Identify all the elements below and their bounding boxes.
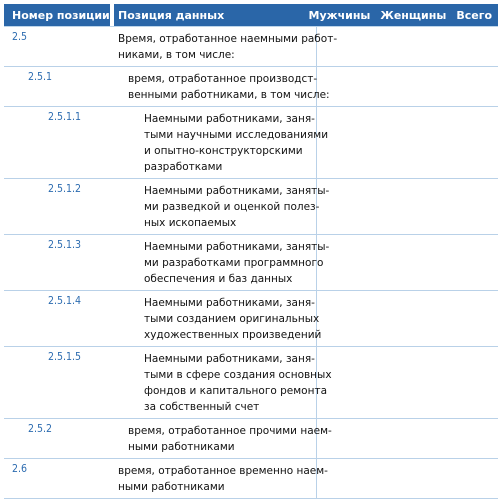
position-number: 2.5.1.4 — [48, 295, 82, 307]
position-description — [110, 27, 338, 66]
description-line: тыми научными исследованиями — [144, 129, 329, 141]
position-description — [110, 291, 322, 346]
position-description — [110, 107, 329, 178]
description-line: Время, отработанное наемными работ- — [118, 33, 338, 45]
position-description — [110, 459, 328, 498]
value-cells — [317, 459, 498, 498]
table-row — [4, 419, 498, 459]
description-line: никами, в том числе: — [118, 49, 235, 61]
value-cells — [317, 419, 498, 458]
value-cells — [317, 107, 498, 178]
table-row — [4, 107, 498, 179]
table-row — [4, 347, 498, 419]
description-line: ными работниками — [118, 481, 225, 493]
position-number: 2.5.1.2 — [48, 183, 82, 195]
header-position-number: Номер позиции — [4, 4, 110, 26]
position-number: 2.5.1 — [28, 71, 53, 83]
description-line: тыми созданием оригинальных — [144, 313, 320, 325]
description-line: время, отработанное производст- — [128, 73, 318, 85]
value-cells — [317, 235, 498, 290]
position-description — [110, 347, 332, 418]
description-line: Наемными работниками, заня- — [144, 353, 315, 365]
header-position-data: Позиция данных — [114, 4, 317, 26]
value-cells — [317, 27, 498, 66]
position-description — [110, 67, 330, 106]
header-men: Мужчины — [308, 8, 371, 22]
description-line: за собственный счет — [144, 401, 260, 413]
table-body — [4, 27, 498, 499]
description-line: обеспечения и баз данных — [144, 273, 293, 285]
position-number: 2.5.1.3 — [48, 239, 82, 251]
position-number: 2.5.1.1 — [48, 111, 82, 123]
position-number: 2.6 — [12, 463, 28, 475]
value-cells — [317, 347, 498, 418]
table-row — [4, 179, 498, 235]
table-header — [4, 4, 498, 27]
description-line: фондов и капитального ремонта — [144, 385, 328, 397]
header-total: Всего — [456, 8, 492, 22]
table-row — [4, 235, 498, 291]
description-line: ными работниками — [128, 441, 235, 453]
position-number: 2.5 — [12, 31, 28, 43]
description-line: ных ископаемых — [144, 217, 237, 229]
value-cells — [317, 179, 498, 234]
position-number: 2.5.1.5 — [48, 351, 82, 363]
description-line: Наемными работниками, заня- — [144, 297, 315, 309]
table-row — [4, 67, 498, 107]
position-number: 2.5.2 — [28, 423, 53, 435]
description-line: художественных произведений — [144, 329, 322, 341]
description-line: Наемными работниками, заня- — [144, 113, 315, 125]
table-row — [4, 459, 498, 499]
position-description — [110, 235, 330, 290]
description-line: разработками — [144, 161, 223, 173]
value-cells — [317, 67, 498, 106]
description-line: ми разработками программного — [144, 257, 324, 269]
description-line: Наемными работниками, заняты- — [144, 185, 330, 197]
description-line: время, отработанное прочими наем- — [128, 425, 332, 437]
description-line: и опытно-конструкторскими — [144, 145, 303, 157]
header-women: Женщины — [380, 8, 447, 22]
position-description — [110, 419, 332, 458]
position-description — [110, 179, 330, 234]
description-line: время, отработанное временно наем- — [118, 465, 328, 477]
data-table — [4, 4, 498, 499]
description-line: Наемными работниками, заняты- — [144, 241, 330, 253]
header-values — [308, 4, 498, 26]
table-row — [4, 27, 498, 67]
description-line: тыми в сфере создания основных — [144, 369, 332, 381]
description-line: ми разведкой и оценкой полез- — [144, 201, 320, 213]
description-line: венными работниками, в том числе: — [128, 89, 330, 101]
value-cells — [317, 291, 498, 346]
table-row — [4, 291, 498, 347]
